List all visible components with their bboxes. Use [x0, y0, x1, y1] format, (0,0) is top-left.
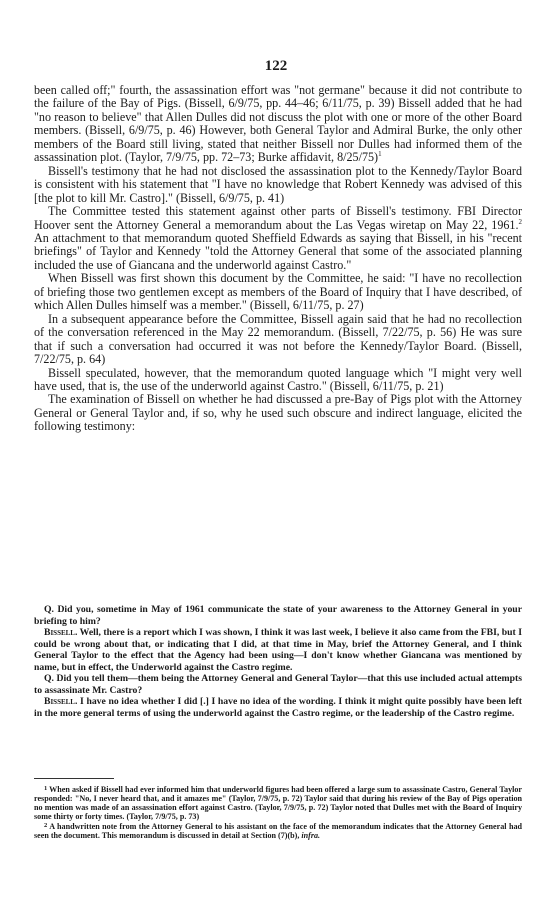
speaker-name: Bissell. — [44, 627, 78, 638]
testimony-answer: Bissell. Well, there is a report which I was shown, I think it was last week, I believe it also came from the FBI, but I could be wrong about that, or indicating that I did, at that time in May, brief the Attorney General, and I think General Taylor to the effect that the Agency had been using—I don't know whether Giancana was mentioned by name, but in effect, the Underworld against the Castro regime. — [34, 627, 522, 673]
speaker-name: Bissell. — [44, 696, 78, 707]
paragraph: Bissell's testimony that he had not disclosed the assassination plot to the Kennedy/Taylor Board is consistent with his statement that "I have no knowledge that Robert Kennedy was advised of this [the plot to kill Mr. Castro]." (Bissell, 6/9/75, p. 41) — [34, 163, 522, 205]
footnote-divider — [34, 778, 114, 779]
paragraph: The Committee tested this statement against other parts of Bissell's testimony. FBI Director Hoover sent the Attorney General a memorandum about the Las Vegas wiretap on May 22, 1961.$^2$ An attachment to that memorandum quoted Sheffield Edwards as saying that Bissell, in his "recent briefings" of Taylor and Kennedy "told the Attorney General that some of the associated planning included the use of Giancana and the underworld against Castro." — [34, 204, 522, 272]
footnote: $^1$ When asked if Bissell had ever informed him that underworld figures had been offered a large sum to assassinate Castro, General Taylor responded: "No, I never heard that, and it amazes me" (Taylor, 7/9/75, p. 72) Taylor said that during his review of the Bay of Pigs operation no mention was made of an assassination effort against Castro. (Taylor, 7/9/75, p. 72) Taylor noted that Dulles met with the Board of Inquiry some thirty or forty times. (Taylor, 7/9/75, p. 73) — [34, 785, 522, 822]
paragraph: Bissell speculated, however, that the memorandum quoted language which "I might very well have used, that is, the use of the underworld against Castro." (Bissell, 6/11/75, p. 21) — [34, 365, 522, 393]
footnote-ref: 2 — [518, 217, 522, 226]
footnote: $^2$ A handwritten note from the Attorney General to his assistant on the face of the memorandum indicates that the Attorney General had seen the document. This memorandum is discussed in detail at Section (7)(b), infra. — [34, 822, 522, 841]
paragraph: The examination of Bissell on whether he had discussed a pre-Bay of Pigs plot with the Attorney General or General Taylor and, if so, why he used such obscure and indirect language, elicited the following testimony: — [34, 392, 522, 434]
testimony-block — [34, 604, 522, 719]
body-text — [34, 84, 522, 434]
testimony-question: Q. Did you, sometime in May of 1961 communicate the state of your awareness to the Attorney General in your briefing to him? — [34, 604, 522, 627]
footnote-ref: 1 — [378, 150, 382, 159]
paragraph: been called off;" fourth, the assassination effort was "not germane" because it did not contribute to the failure of the Bay of Pigs. (Bissell, 6/9/75, pp. 44–46; 6/11/75, p. 39) Bissell added that he had "no reason to believe" that Allen Dulles did not discuss the plot with one or more of the other Board members. (Bissell, 6/9/75, p. 46) However, both General Taylor and Admiral Burke, the only other members of the Board still living, stated that neither Bissell nor Dulles had informed them of the assassination plot. (Taylor, 7/9/75, pp. 72–73; Burke affidavit, 8/25/75)$^1$ — [34, 83, 522, 165]
testimony-answer: Bissell. I have no idea whether I did [.] I have no idea of the wording. I think it might quite possibly have been left in the more general terms of using the underworld against the Castro regime, or the leadership of the Castro regime. — [34, 696, 522, 719]
paragraph: When Bissell was first shown this document by the Committee, he said: "I have no recollection of briefing those two gentlemen except as members of the Board of Inquiry that I have described, of which Allen Dulles himself was a member." (Bissell, 6/11/75, p. 27) — [34, 271, 522, 313]
testimony-question: Q. Did you tell them—them being the Attorney General and General Taylor—that this use included actual attempts to assassinate Mr. Castro? — [34, 673, 522, 696]
page-number: 122 — [264, 58, 288, 74]
paragraph: In a subsequent appearance before the Committee, Bissell again said that he had no recollection of the conversation referenced in the May 22 memorandum. (Bissell, 7/22/75, p. 56) He was sure that if such a conversation had occurred it was not before the Kennedy/Taylor Board. (Bissell, 7/22/75, p. 64) — [34, 311, 522, 367]
footnotes — [34, 784, 522, 841]
